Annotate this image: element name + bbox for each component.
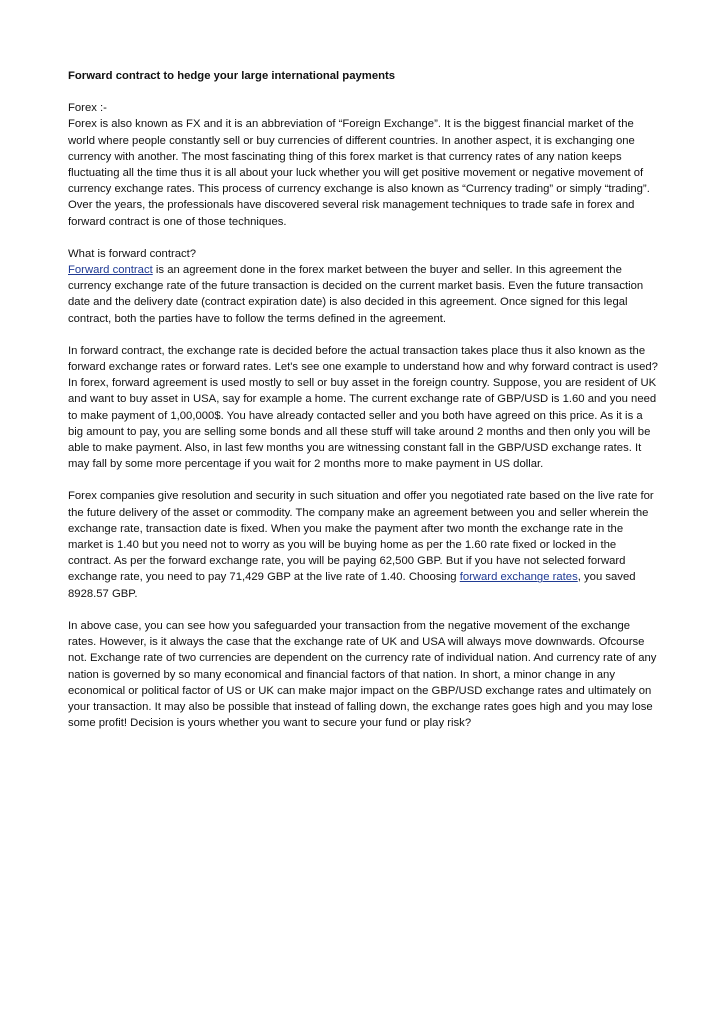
paragraph-forex — [68, 100, 660, 230]
paragraph-conclusion — [68, 618, 660, 731]
paragraph-example — [68, 343, 660, 473]
paragraph-forex-companies — [68, 488, 660, 601]
paragraph-forex-companies-text: Forex companies give resolution and security in such situation and offer you negotiated rate based on the live rate for the future delivery of the asset or commodity. The company make an agreement between you and seller wherein the exchange rate, transaction date is fixed. When you make the payment after two month the exchange rate in the market is 1.40 but you need not to worry as you will be buying home as per the 1.60 rate fixed or locked in the contract. As per the forward exchange rate, you will be paying 62,500 GBP. But if you have not selected forward exchange rate, you need to pay 71,429 GBP at the live rate of 1.40. Choosing — [68, 490, 654, 584]
forward-exchange-rates-link[interactable]: forward exchange rates — [459, 571, 578, 584]
paragraph-forex-companies-tail: , you saved 8928.57 GBP. — [68, 571, 636, 600]
paragraph-forex-text: Forex is also known as FX and it is an abbreviation of “Foreign Exchange”. It is the biggest financial market of the world where people constantly sell or buy currencies of different countries. In another aspect, it is exchanging one currency with another. The most fascinating thing of this forex market is that currency rates of any nation keeps fluctuating all the time thus it is all about your luck whether you will get positive movement or negative movement of currency exchange rates. This process of currency exchange is also known as “Currency trading” or simply “trading”. Over the years, the professionals have discovered several risk management techniques to trade safe in forex and forward contract is one of those techniques. — [68, 118, 650, 228]
section-heading-forex: Forex :- — [68, 102, 107, 115]
paragraph-forward-contract-text: is an agreement done in the forex market between the buyer and seller. In this agreement the currency exchange rate of the future transaction is decided on the current market basis. Even the future transaction date and the delivery date (contract expiration date) is also decided in this agreement. Once signed for this legal contract, both the parties have to follow the terms defined in the agreement. — [68, 264, 644, 325]
forward-contract-link[interactable]: Forward contract — [68, 264, 153, 277]
paragraph-example-text: In forward contract, the exchange rate is decided before the actual transaction takes place thus it also known as the forward exchange rates or forward rates. Let's see one example to understand how and why forward contract is used? In forex, forward agreement is used mostly to sell or buy asset in the foreign country. Suppose, you are resident of UK and want to buy asset in USA, say for example a home. The current exchange rate of GBP/USD is 1.60 and you need to make payment of 1,00,000$. You have already contacted seller and you both have agreed on this price. As it is a big amount to pay, you are selling some bonds and all these stuff will take around 2 months and then only you will be able to make payment. Also, in last few months you are witnessing constant fall in the GBP/USD exchange rates. It may fall by some more percentage if you wait for 2 months more to make payment in US dollar. — [68, 344, 658, 471]
document-page — [68, 68, 660, 747]
paragraph-forward-contract — [68, 246, 660, 327]
section-heading-forward-contract: What is forward contract? — [68, 247, 197, 260]
paragraph-conclusion-text: In above case, you can see how you safeguarded your transaction from the negative movement of the exchange rates. However, is it always the case that the exchange rate of UK and USA will always move downwards. Ofcourse not. Exchange rate of two currencies are dependent on the currency rate of individual nation. And currency rate of any nation is governed by so many economical and financial factors of that nation. In short, a minor change in any economical or political factor of US or UK can make major impact on the GBP/USD exchange rates and ultimately on your transaction. It may also be possible that instead of falling down, the exchange rates goes high and you may lose some profit! Decision is yours whether you want to secure your fund or play risk? — [68, 619, 657, 730]
document-title: Forward contract to hedge your large international payments — [68, 70, 396, 82]
